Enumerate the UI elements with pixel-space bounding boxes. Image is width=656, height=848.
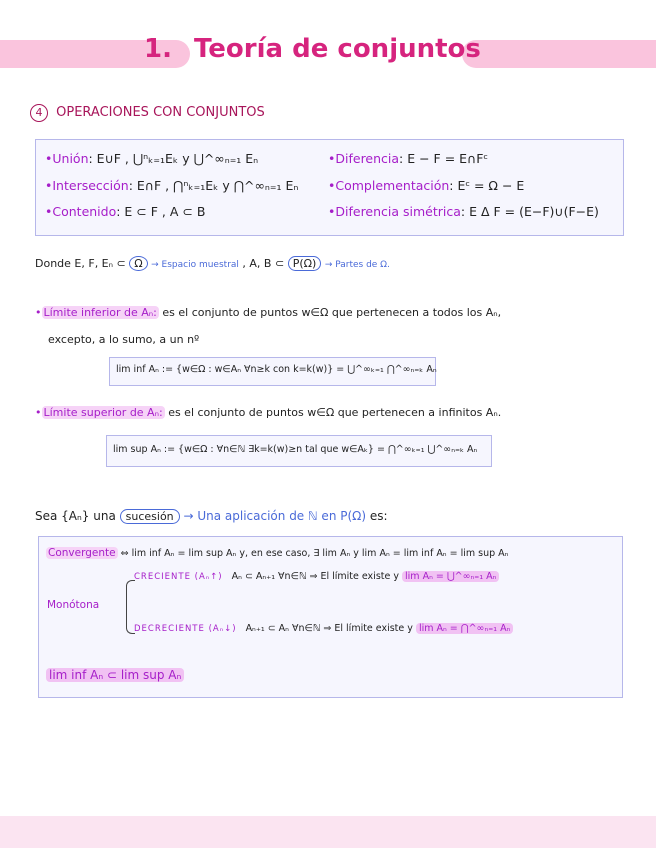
convergent-label: Convergente xyxy=(48,547,116,559)
subsection-title: OPERACIONES CON CONJUNTOS xyxy=(56,105,265,120)
omega-note: → Espacio muestral xyxy=(151,260,239,270)
increasing-text: Aₙ ⊂ Aₙ₊₁ ∀n∈ℕ ⇒ El límite existe y xyxy=(231,571,399,582)
symmetric-line: •Diferencia simétrica: E Δ F = (E−F)∪(F−E) xyxy=(328,204,599,219)
subsection-heading xyxy=(30,104,265,122)
union-expr: : E∪F , ⋃ⁿₖ₌₁Eₖ y ⋃^∞ₙ₌₁ Eₙ xyxy=(88,151,259,166)
monotone-label: Monótona xyxy=(47,599,100,611)
contained-expr: : E ⊂ F , A ⊂ B xyxy=(116,204,206,219)
decreasing-label: DECRECIENTE (Aₙ↓) xyxy=(134,624,237,634)
sucesion-word: sucesión xyxy=(120,509,180,524)
convergent-text: ⇔ lim inf Aₙ = lim sup Aₙ y, en ese caso, ∃ lim Aₙ y lim Aₙ = lim inf Aₙ = lim sup Aₙ xyxy=(120,548,509,559)
convergent-line xyxy=(46,547,508,559)
power-set-circled: P(Ω) xyxy=(288,256,322,271)
sucesion-note: → Una aplicación de ℕ en P(Ω) xyxy=(183,509,367,523)
union-label: Unión xyxy=(52,151,89,166)
increasing-formula: lim Aₙ = ⋃^∞ₙ₌₁ Aₙ xyxy=(402,571,499,582)
decreasing-line xyxy=(134,623,513,634)
liminf-def: • Límite inferior de Aₙ: es el conjunto de puntos w∈Ω que pertenecen a todos los Aₙ, xyxy=(35,306,502,319)
donde-text-2: , A, B ⊂ xyxy=(242,257,285,270)
complement-line: •Complementación: Eᶜ = Ω − E xyxy=(328,178,525,193)
decreasing-text: Aₙ₊₁ ⊂ Aₙ ∀n∈ℕ ⇒ El límite existe y xyxy=(245,623,413,634)
complement-label: Complementación xyxy=(335,178,450,193)
liminf-subset-limsup: lim inf Aₙ ⊂ lim sup Aₙ xyxy=(46,668,184,682)
decreasing-formula: lim Aₙ = ⋂^∞ₙ₌₁ Aₙ xyxy=(416,623,513,634)
limsup-formula xyxy=(113,444,477,455)
difference-label: Diferencia xyxy=(335,151,400,166)
liminf-text-2: excepto, a lo sumo, a un nº xyxy=(48,333,200,346)
increasing-line xyxy=(134,571,499,582)
intersection-line: •Intersección: E∩F , ⋂ⁿₖ₌₁Eₖ y ⋂^∞ₙ₌₁ Eₙ xyxy=(45,178,299,193)
limsup-formula-text: lim sup Aₙ := {w∈Ω : ∀n∈ℕ ∃k=k(w)≥n tal que w∈Aₖ} = ⋂^∞ₖ₌₁ ⋃^∞ₙ₌ₖ Aₙ xyxy=(113,444,478,455)
liminf-formula xyxy=(116,364,437,375)
power-set-note: → Partes de Ω. xyxy=(324,260,390,270)
difference-line: •Diferencia: E − F = E∩Fᶜ xyxy=(328,151,489,166)
donde-text: Donde E, F, Eₙ ⊂ xyxy=(35,257,126,270)
complement-expr: : Eᶜ = Ω − E xyxy=(449,178,525,193)
contained-label: Contenido xyxy=(52,204,117,219)
difference-expr: : E − F = E∩Fᶜ xyxy=(399,151,489,166)
sucesion-text-2: es: xyxy=(369,509,388,523)
intersection-expr: : E∩F , ⋂ⁿₖ₌₁Eₖ y ⋂^∞ₙ₌₁ Eₙ xyxy=(128,178,299,193)
sucesion-line xyxy=(35,509,388,523)
symmetric-label: Diferencia simétrica xyxy=(335,204,461,219)
donde-line xyxy=(35,257,390,270)
limsup-label: Límite superior de Aₙ: xyxy=(43,406,163,419)
page-title: Teoría de conjuntos xyxy=(194,34,481,64)
union-line: •Unión: E∪F , ⋃ⁿₖ₌₁Eₖ y ⋃^∞ₙ₌₁ Eₙ xyxy=(45,151,259,166)
limsup-text: es el conjunto de puntos w∈Ω que pertenecen a infinitos Aₙ. xyxy=(168,406,502,419)
subsection-number: 4 xyxy=(30,104,48,122)
symmetric-expr: : E Δ F = (E−F)∪(F−E) xyxy=(460,204,599,219)
liminf-text: es el conjunto de puntos w∈Ω que pertenecen a todos los Aₙ, xyxy=(162,306,502,319)
limsup-def: • Límite superior de Aₙ: es el conjunto de puntos w∈Ω que pertenecen a infinitos Aₙ. xyxy=(35,406,502,419)
intersection-label: Intersección xyxy=(52,178,129,193)
increasing-label: CRECIENTE (Aₙ↑) xyxy=(134,572,223,582)
header-right-bar xyxy=(462,40,656,68)
contained-line: •Contenido: E ⊂ F , A ⊂ B xyxy=(45,204,206,219)
sucesion-text: Sea {Aₙ} una xyxy=(35,509,116,523)
liminf-formula-text: lim inf Aₙ := {w∈Ω : w∈Aₙ ∀n≥k con k=k(w)} = ⋃^∞ₖ₌₁ ⋂^∞ₙ₌ₖ Aₙ xyxy=(116,364,437,375)
omega-circled: Ω xyxy=(129,256,147,271)
liminf-label: Límite inferior de Aₙ: xyxy=(43,306,157,319)
section-number: 1. xyxy=(144,34,172,64)
footer-bar xyxy=(0,816,656,848)
